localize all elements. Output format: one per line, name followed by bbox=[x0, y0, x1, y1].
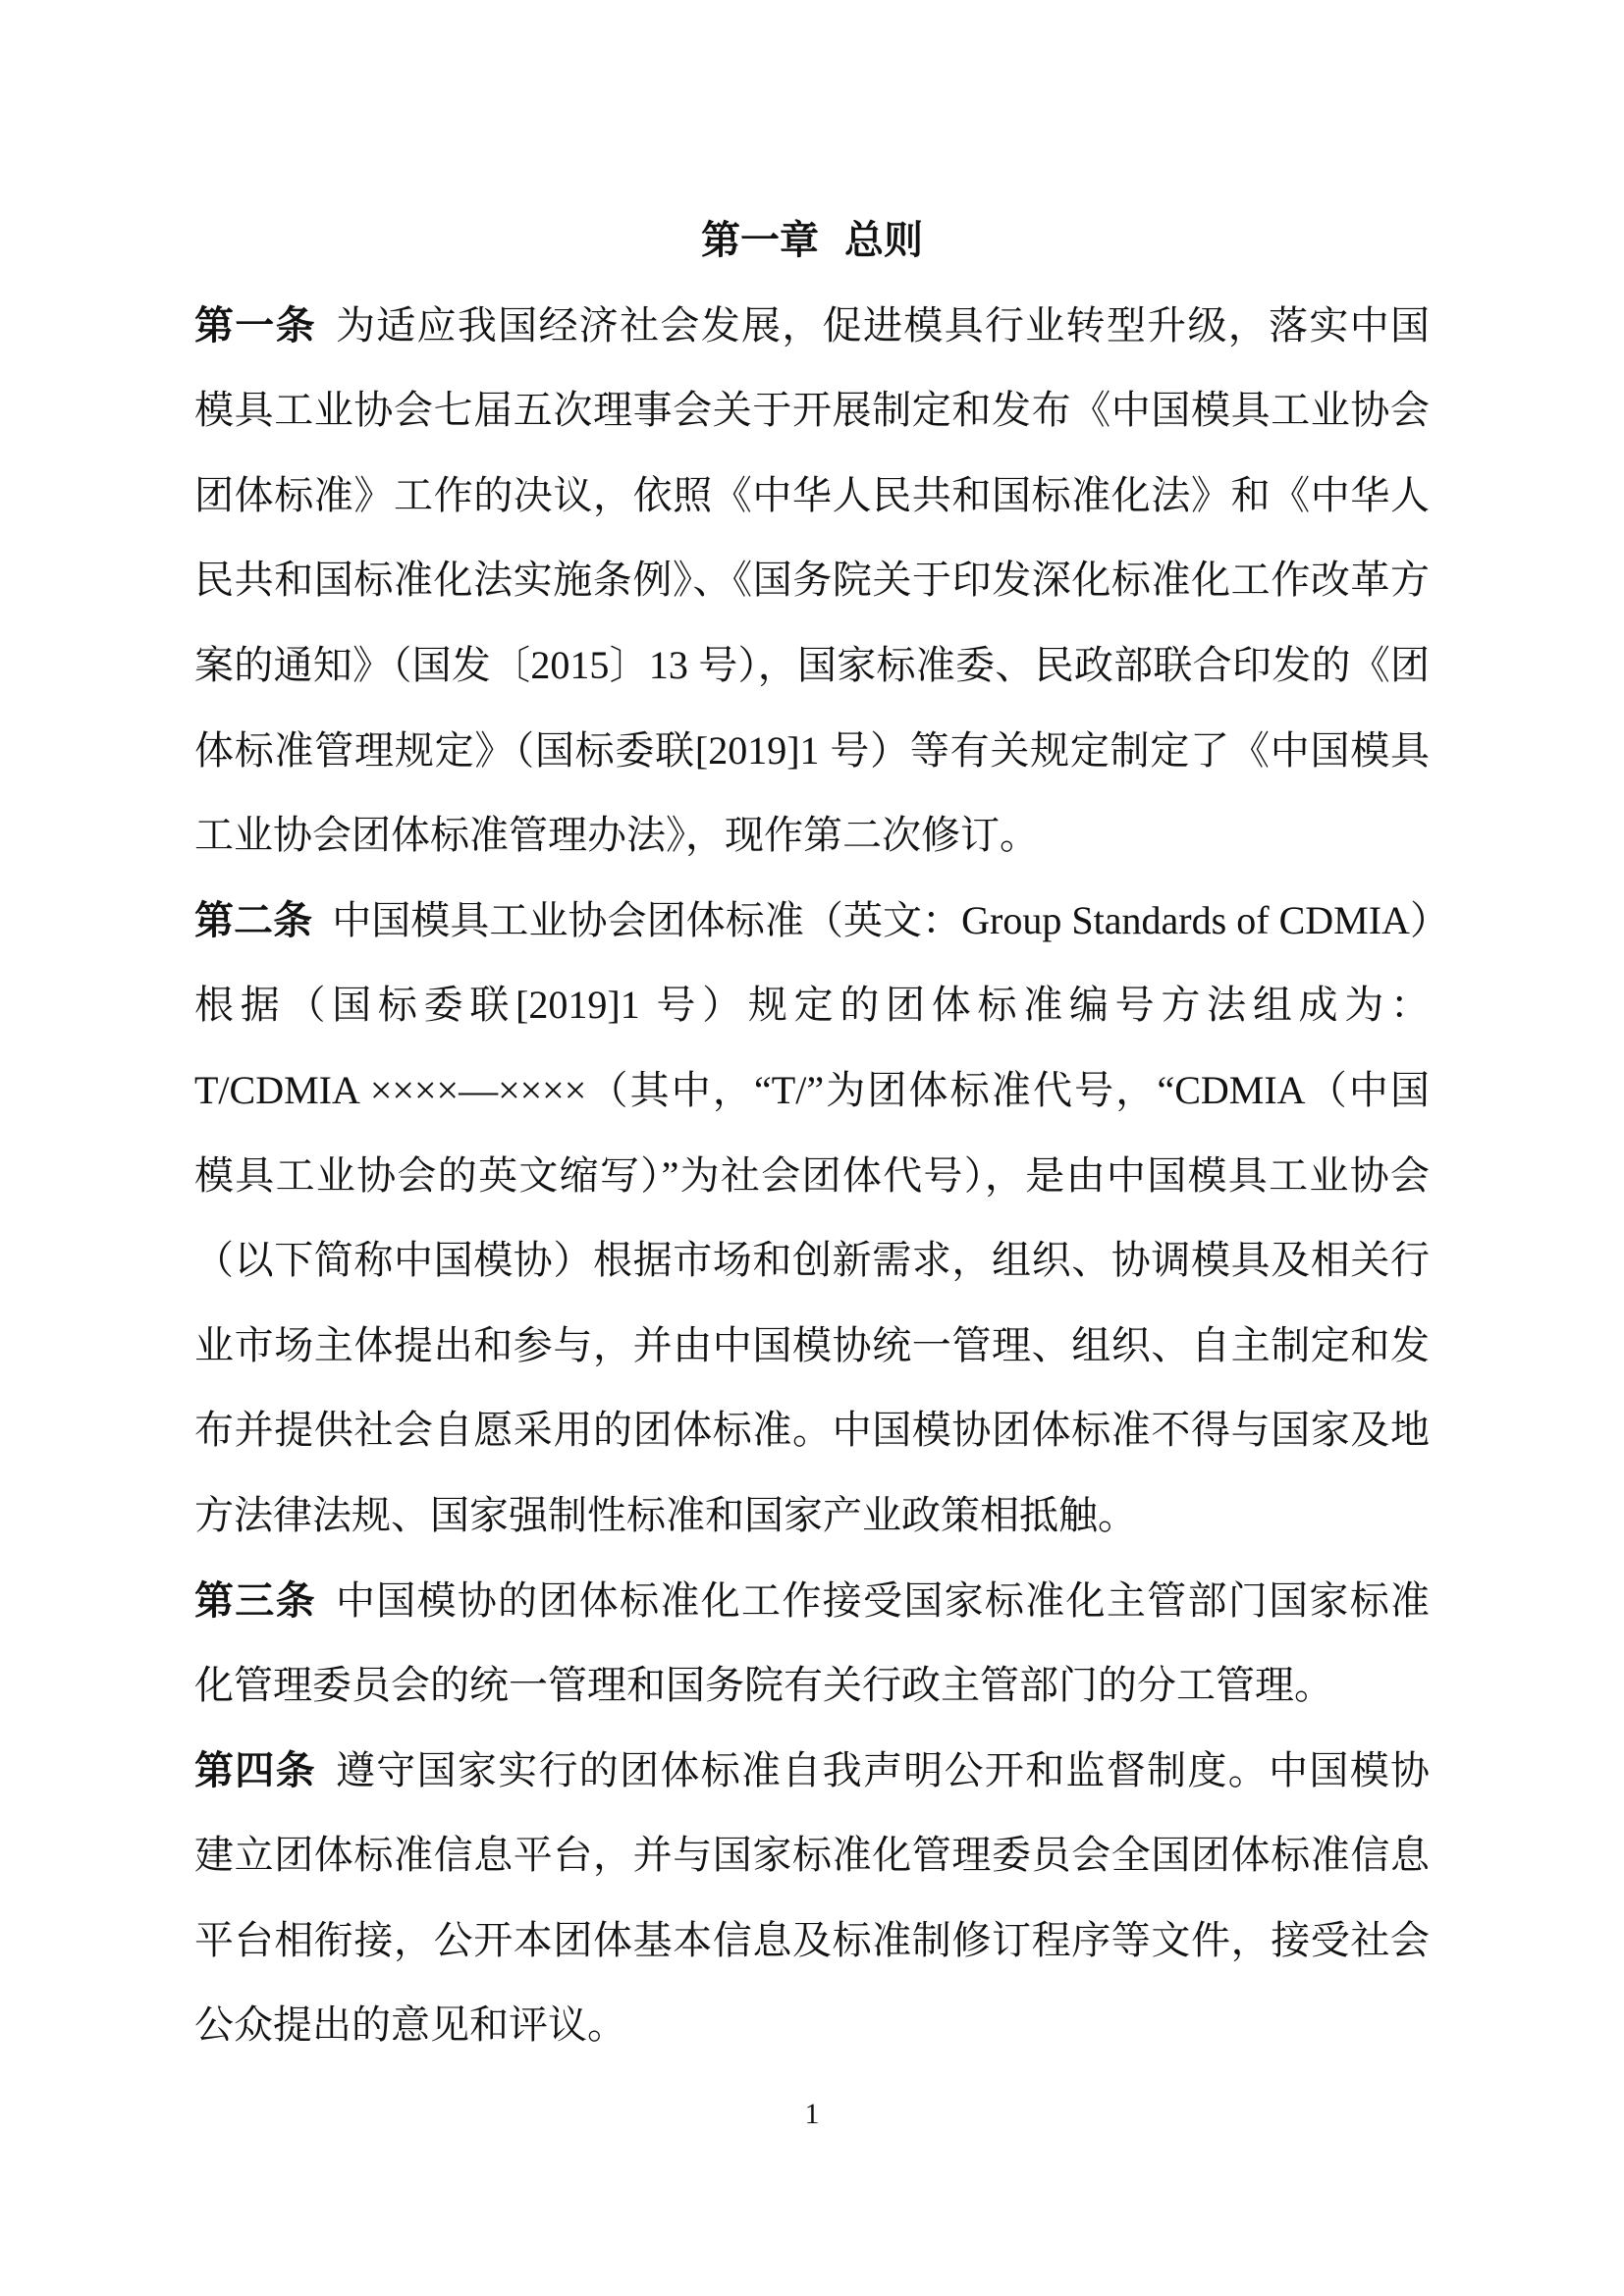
article-text-3: 中国模协的团体标准化工作接受国家标准化主管部门国家标准化管理委员会的统一管理和国务院有关行政主管部门的分工管理。 bbox=[194, 1577, 1431, 1708]
article-text-1: 为适应我国经济社会发展，促进模具行业转型升级，落实中国模具工业协会七届五次理事会关于开展制定和发布《中国模具工业协会团体标准》工作的决议，依照《中华人民共和国标准化法》和《中华人民共和国标准化法实施条例》、《国务院关于印发深化标准化工作改革方案的通知》（国发〔2015〕13 号），国家标准委、民政部联合印发的《团体标准管理规定》（国标委联[2019]1 号）等有关规定制定了《中国模具工业协会团体标准管理办法》，现作第二次修订。 bbox=[194, 302, 1431, 858]
article-label-3: 第三条 bbox=[194, 1577, 316, 1623]
article-paragraph-3 bbox=[194, 1559, 1430, 1729]
article-label-2: 第二条 bbox=[194, 897, 313, 942]
document-body bbox=[194, 198, 1430, 2068]
chapter-heading: 第一章 总则 bbox=[701, 218, 923, 262]
article-paragraph-2 bbox=[194, 879, 1430, 1559]
article-text-4: 遵守国家实行的团体标准自我声明公开和监督制度。中国模协建立团体标准信息平台，并与国家标准化管理委员会全国团体标准信息平台相衔接，公开本团体基本信息及标准制修订程序等文件，接受社会公众提出的意见和评议。 bbox=[194, 1747, 1431, 2048]
article-label-4: 第四条 bbox=[194, 1747, 316, 1792]
article-paragraph-4 bbox=[194, 1729, 1430, 2068]
article-paragraph-1 bbox=[194, 284, 1430, 879]
article-text-2: 中国模具工业协会团体标准（英文：Group Standards of CDMIA）根据（国标委联[2019]1 号）规定的团体标准编号方法组成为：T/CDMIA ××××—××××（其中，“T/”为团体标准代号，“CDMIA（中国模具工业协会的英文缩写）”为社会团体代号），是由中国模具工业协会（以下简称中国模协）根据市场和创新需求，组织、协调模具及相关行业市场主体提出和参与，并由中国模协统一管理、组织、自主制定和发布并提供社会自愿采用的团体标准。中国模协团体标准不得与国家及地方法律法规、国家强制性标准和国家产业政策相抵触。 bbox=[194, 897, 1431, 1537]
page-number: 1 bbox=[804, 2098, 820, 2130]
article-label-1: 第一条 bbox=[194, 302, 316, 347]
